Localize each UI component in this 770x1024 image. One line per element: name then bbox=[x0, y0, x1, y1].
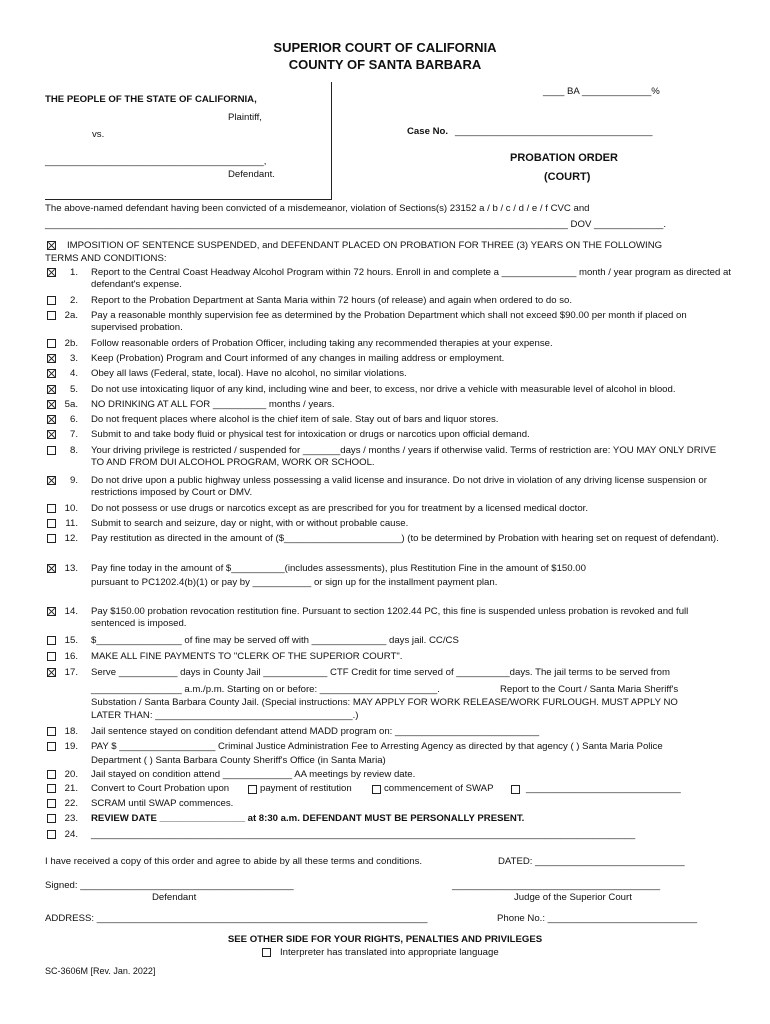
court-name: SUPERIOR COURT OF CALIFORNIA bbox=[273, 40, 497, 55]
condition-text: MAKE ALL FINE PAYMENTS TO "CLERK OF THE SUPERIOR COURT". bbox=[91, 651, 403, 662]
conviction-blank-line[interactable]: __________________________________________________________________________________________________ DOV _____________. bbox=[45, 219, 667, 230]
condition-number: 19. bbox=[64, 741, 78, 752]
phone-field[interactable]: Phone No.: ____________________________ bbox=[497, 913, 698, 924]
caption-underline bbox=[45, 199, 332, 200]
item19-line2: Department ( ) Santa Barbara County Sheriff's Office (in Santa Maria) bbox=[91, 755, 386, 766]
condition-number: 12. bbox=[64, 533, 78, 544]
condition-text: Pay fine today in the amount of $__________(includes assessments), plus Restitution Fine in the amount of $150.00 bbox=[91, 563, 586, 574]
condition-number: 15. bbox=[64, 635, 78, 646]
condition-number: 11. bbox=[65, 518, 78, 529]
item17-report: Report to the Court / Santa Maria Sheriff's bbox=[500, 684, 679, 695]
conviction-statement: The above-named defendant having been convicted of a misdemeanor, violation of Sections(s) 23152 a / b / c / d / e / f CVC and bbox=[45, 203, 590, 214]
condition-number: 22. bbox=[64, 798, 78, 809]
condition-text: ______________________________________________________________________________________________________ bbox=[91, 829, 636, 840]
acknowledgement: I have received a copy of this order and agree to abide by all these terms and conditions. bbox=[45, 856, 423, 867]
condition-number: 5a. bbox=[64, 399, 78, 410]
condition-number: 23. bbox=[64, 813, 78, 824]
defendant-signature[interactable]: Signed: ________________________________________ bbox=[45, 880, 294, 891]
item17-line2: _________________ a.m./p.m. Starting on or before: ______________________. bbox=[91, 684, 440, 695]
condition-number: 21. bbox=[64, 783, 78, 794]
imposition-text-cont: TERMS AND CONDITIONS: bbox=[45, 253, 167, 264]
imposition-checkbox[interactable] bbox=[47, 241, 56, 250]
condition-number: 24. bbox=[64, 829, 78, 840]
condition-number: 4. bbox=[69, 368, 78, 379]
condition-text: Pay $150.00 probation revocation restitution fine. Pursuant to section 1202.44 PC, this fine is suspended unless probation is revoked and full sentenced is imposed. bbox=[91, 606, 689, 629]
condition-text: Jail sentence stayed on condition defendant attend MADD program on: ___________________________ bbox=[91, 726, 540, 737]
condition-number: 20. bbox=[64, 769, 78, 780]
people-caption: THE PEOPLE OF THE STATE OF CALIFORNIA, bbox=[45, 94, 257, 105]
county-name: COUNTY OF SANTA BARBARA bbox=[288, 57, 482, 72]
condition-text: Follow reasonable orders of Probation Officer, including taking any recommended therapies at your expense. bbox=[91, 338, 553, 349]
plaintiff-label: Plaintiff, bbox=[228, 112, 262, 123]
judge-signature[interactable]: _______________________________________ bbox=[452, 880, 661, 891]
condition-text: Obey all laws (Federal, state, local). Have no alcohol, no similar violations. bbox=[91, 368, 407, 379]
condition-number: 9. bbox=[69, 475, 78, 486]
ba-field[interactable]: ____ BA _____________% bbox=[543, 86, 660, 97]
interpreter-checkbox[interactable] bbox=[262, 948, 271, 957]
condition-number: 17. bbox=[64, 667, 78, 678]
condition-text: Pay restitution as directed in the amount of ($______________________) (to be determined by Probation with hearing set on request of defendant). bbox=[91, 533, 719, 544]
condition-number: 7. bbox=[69, 429, 78, 440]
vs-label: vs. bbox=[92, 129, 105, 140]
condition-text: Jail stayed on condition attend _____________ AA meetings by review date. bbox=[91, 769, 416, 780]
address-field[interactable]: ADDRESS: ______________________________________________________________ bbox=[45, 913, 428, 924]
imposition-text: IMPOSITION OF SENTENCE SUSPENDED, and DEFENDANT PLACED ON PROBATION FOR THREE (3) YEARS ON THE FOLLOWING bbox=[67, 240, 663, 251]
condition-text: Do not possess or use drugs or narcotics except as are prescribed for you for treatment by a licensed medical doctor. bbox=[91, 503, 588, 514]
form-number: SC-3606M [Rev. Jan. 2022] bbox=[45, 966, 156, 976]
rights-notice: SEE OTHER SIDE FOR YOUR RIGHTS, PENALTIES AND PRIVILEGES bbox=[227, 934, 543, 945]
condition-text: Pay a reasonable monthly supervision fee as determined by the Probation Department which shall not exceed $90.00 per month if placed on supervised probation. bbox=[91, 310, 687, 333]
condition-text: Report to the Probation Department at Santa Maria within 72 hours (of release) and again when ordered to do so. bbox=[91, 295, 573, 306]
condition-number: 13. bbox=[64, 563, 78, 574]
condition-number: 6. bbox=[69, 414, 78, 425]
condition-number: 2a. bbox=[64, 310, 78, 321]
condition-number: 2. bbox=[69, 295, 78, 306]
condition-text: REVIEW DATE ________________ at 8:30 a.m. DEFENDANT MUST BE PERSONALLY PRESENT. bbox=[91, 813, 525, 824]
condition-text: Keep (Probation) Program and Court informed of any changes in mailing address or employment. bbox=[91, 353, 505, 364]
dated-field[interactable]: DATED: ____________________________ bbox=[498, 856, 685, 867]
condition-number: 16. bbox=[64, 651, 78, 662]
restitution-checkbox[interactable] bbox=[248, 785, 257, 794]
judge-signature-label: Judge of the Superior Court bbox=[514, 892, 632, 903]
condition-number: 5. bbox=[69, 384, 78, 395]
condition-number: 10. bbox=[64, 503, 78, 514]
condition-text: NO DRINKING AT ALL FOR __________ months / years. bbox=[91, 399, 335, 410]
other-checkbox[interactable] bbox=[511, 785, 520, 794]
order-title: PROBATION ORDER bbox=[510, 152, 618, 164]
condition-text: SCRAM until SWAP commences. bbox=[91, 798, 234, 809]
condition-text: $________________ of fine may be served off with ______________ days jail. CC/CS bbox=[91, 635, 459, 646]
condition-text: Report to the Central Coast Headway Alcohol Program within 72 hours. Enroll in and complete a ______________ month / year program as directed at defendant's expense. bbox=[91, 267, 731, 290]
condition-text: Serve ___________ days in County Jail ____________ CTF Credit for time served of __________days. The jail terms to be served from bbox=[91, 667, 670, 678]
condition-number: 2b. bbox=[64, 338, 78, 349]
defendant-name-field[interactable]: _________________________________________, bbox=[45, 156, 267, 167]
condition-text: Do not use intoxicating liquor of any kind, including wine and beer, to excess, nor drive a vehicle with measurable level of alcohol in blood. bbox=[91, 384, 676, 395]
condition-number: 14. bbox=[64, 606, 78, 617]
other-blank[interactable]: _____________________________ bbox=[526, 783, 681, 794]
condition-number: 8. bbox=[69, 445, 78, 456]
item17-line4: LATER THAN: _____________________________________.) bbox=[91, 710, 359, 721]
condition-number: 3. bbox=[69, 353, 78, 364]
swap-checkbox[interactable] bbox=[372, 785, 381, 794]
defendant-label: Defendant. bbox=[228, 169, 275, 180]
interpreter-label: Interpreter has translated into appropriate language bbox=[280, 947, 499, 958]
condition-number: 1. bbox=[69, 267, 78, 278]
case-no-field[interactable]: _____________________________________ bbox=[455, 126, 653, 137]
item17-line3: Substation / Santa Barbara County Jail. (Special instructions: MAY APPLY FOR WORK RELEASE/WORK FURLOUGH. MUST APPLY NO bbox=[91, 697, 678, 708]
caption-divider bbox=[331, 82, 332, 200]
item13-continuation: pursuant to PC1202.4(b)(1) or pay by ___________ or sign up for the installment payment plan. bbox=[91, 577, 498, 588]
condition-text: Do not drive upon a public highway unless possessing a valid license and insurance. Do not drive in violation of any driving license suspension or restrictions imposed by Court or DMV. bbox=[91, 475, 707, 498]
condition-number: 18. bbox=[64, 726, 78, 737]
restitution-label: payment of restitution bbox=[260, 783, 352, 794]
condition-text: Submit to search and seizure, day or night, with or without probable cause. bbox=[91, 518, 409, 529]
case-no-label: Case No. bbox=[407, 126, 449, 137]
condition-text: Submit to and take body fluid or physical test for intoxication or drugs or narcotics upon official demand. bbox=[91, 429, 530, 440]
condition-text: Your driving privilege is restricted / suspended for _______days / months / years if otherwise valid. Terms of restriction are: YOU MAY ONLY DRIVE TO AND FROM DUI ALCOHOL PROGRAM, WORK OR SCHOOL. bbox=[91, 445, 717, 468]
condition-text: PAY $ __________________ Criminal Justice Administration Fee to Arresting Agency as directed by that agency ( ) Santa Maria Police bbox=[91, 741, 663, 752]
order-subtitle: (COURT) bbox=[544, 171, 591, 183]
condition-text: Convert to Court Probation upon bbox=[91, 783, 230, 794]
swap-label: commencement of SWAP bbox=[384, 783, 494, 794]
condition-text: Do not frequent places where alcohol is the chief item of sale. Stay out of bars and liquor stores. bbox=[91, 414, 499, 425]
defendant-signature-label: Defendant bbox=[152, 892, 197, 903]
